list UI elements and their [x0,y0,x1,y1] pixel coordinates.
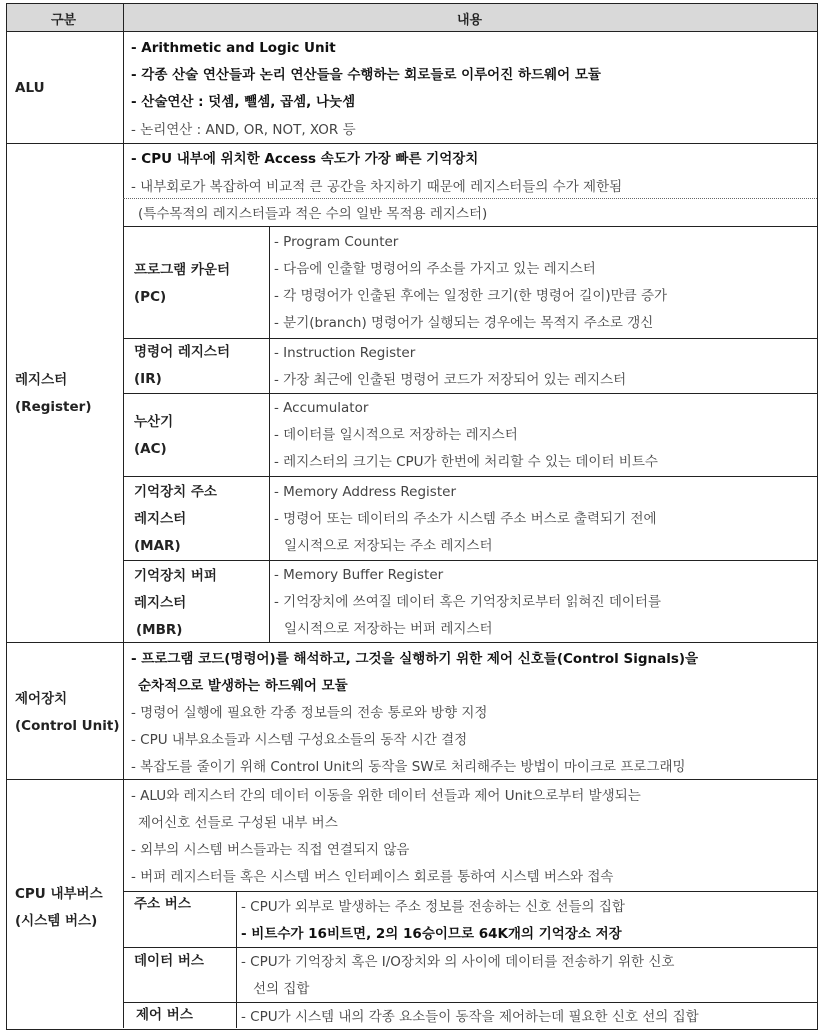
register-line: - 내부회로가 복잡하여 비교적 큰 공간을 차지하기 때문에 레지스터들의 수가 제한됨 [131,179,623,195]
category-control-unit-en: (Control Unit) [15,718,120,734]
label-ir: 명령어 레지스터 [134,344,230,360]
data-bus-line: - CPU가 기억장치 혹은 I/O장치와 의 사이에 데이터를 전송하기 위한 신호 [241,954,675,970]
ir-line: - 가장 최근에 인출된 명령어 코드가 저장되어 있는 레지스터 [274,372,627,388]
column-divider [123,4,124,1028]
alu-line: - Arithmetic and Logic Unit [131,40,336,56]
mar-line: 일시적으로 저장되는 주소 레지스터 [284,538,493,554]
sub-row-divider [123,393,817,394]
ir-line: - Instruction Register [274,345,416,361]
register-line: - CPU 내부에 위치한 Access 속도가 가장 빠른 기억장치 [131,151,479,167]
row-divider [7,143,817,144]
alu-line: - 각종 산술 연산들과 논리 연산들을 수행하는 회로들로 이루어진 하드웨어 모듈 [131,67,601,83]
sub-row-divider [123,1002,817,1003]
label-mbr: 기억장치 버퍼 [134,568,217,584]
header-col-content: 내용 [457,13,483,28]
label-mar: 기억장치 주소 [134,484,217,500]
label-ac-abbr: (AC) [134,441,167,457]
mar-line: - 명령어 또는 데이터의 주소가 시스템 주소 버스로 출력되기 전에 [274,511,657,527]
alu-line: - 산술연산 : 덧셈, 뺄셈, 곱셈, 나눗셈 [131,94,356,110]
mbr-line: - Memory Buffer Register [274,567,444,583]
sub-column-divider [236,891,237,1028]
label-mar-2: 레지스터 [134,511,187,527]
cpu-components-table [6,3,818,1030]
dotted-divider [123,198,817,199]
label-pc: 프로그램 카운터 [134,262,230,278]
address-bus-line: - 비트수가 16비트면, 2의 16승이므로 64K개의 기억장소 저장 [241,926,622,942]
category-register-en: (Register) [15,399,92,415]
sub-row-divider [123,226,817,227]
category-alu: ALU [15,80,45,96]
sub-column-divider [269,226,270,642]
mbr-line: 일시적으로 저장하는 버퍼 레지스터 [284,621,493,637]
pc-line: - 분기(branch) 명령어가 실행되는 경우에는 목적지 주소로 갱신 [274,315,654,331]
mar-line: - Memory Address Register [274,484,456,500]
data-bus-line: 선의 집합 [253,981,310,997]
label-mbr-abbr: (MBR) [136,622,183,638]
row-divider [7,779,817,780]
label-pc-abbr: (PC) [134,289,167,305]
table-header [7,4,817,32]
sub-row-divider [123,476,817,477]
ac-line: - Accumulator [274,400,369,416]
row-divider [7,642,817,643]
label-address-bus: 주소 버스 [134,896,191,912]
control-line: - 복잡도를 줄이기 위해 Control Unit의 동작을 SW로 처리해주는 방법이 마이크로 프로그래밍 [131,759,686,775]
pc-line: - Program Counter [274,234,399,250]
header-col-category: 구분 [51,13,77,28]
control-line: - CPU 내부요소들과 시스템 구성요소들의 동작 시간 결정 [131,732,468,748]
pc-line: - 각 명령어가 인출된 후에는 일정한 크기(한 명령어 길이)만큼 증가 [274,288,668,304]
register-line: (특수목적의 레지스터들과 적은 수의 일반 목적용 레지스터) [138,206,488,222]
address-bus-line: - CPU가 외부로 발생하는 주소 정보를 전송하는 신호 선들의 집합 [241,899,625,915]
bus-line: - 외부의 시스템 버스들과는 직접 연결되지 않음 [131,842,410,858]
control-line: 순차적으로 발생하는 하드웨어 모듈 [138,678,348,694]
label-control-bus: 제어 버스 [136,1007,193,1023]
label-ac: 누산기 [134,414,174,430]
bus-line: - 버퍼 레지스터들 혹은 시스템 버스 인터페이스 회로를 통하여 시스템 버스와 접속 [131,869,614,885]
mbr-line: - 기억장치에 쓰여질 데이터 혹은 기억장치로부터 읽혀진 데이터를 [274,594,662,610]
label-data-bus: 데이터 버스 [134,953,204,969]
sub-row-divider [123,891,817,892]
category-control-unit: 제어장치 [15,691,68,707]
category-cpu-bus: CPU 내부버스 [15,886,103,902]
bus-line: 제어신호 선들로 구성된 내부 버스 [138,815,338,831]
category-register: 레지스터 [15,372,68,388]
sub-row-divider [123,560,817,561]
ac-line: - 데이터를 일시적으로 저장하는 레지스터 [274,427,518,443]
label-mbr-2: 레지스터 [134,595,187,611]
bus-line: - ALU와 레지스터 간의 데이터 이동을 위한 데이터 선들과 제어 Unit으로부터 발생되는 [131,788,641,804]
label-mar-abbr: (MAR) [134,538,181,554]
label-ir-abbr: (IR) [134,371,162,387]
control-bus-line: - CPU가 시스템 내의 각종 요소들이 동작을 제어하는데 필요한 신호 선의 집합 [241,1009,699,1025]
sub-row-divider [123,947,817,948]
pc-line: - 다음에 인출할 명령어의 주소를 가지고 있는 레지스터 [274,261,596,277]
alu-line: - 논리연산 : AND, OR, NOT, XOR 등 [131,122,356,138]
category-cpu-bus-ko: (시스템 버스) [15,913,98,929]
control-line: - 명령어 실행에 필요한 각종 정보들의 전송 통로와 방향 지정 [131,705,488,721]
ac-line: - 레지스터의 크기는 CPU가 한번에 처리할 수 있는 데이터 비트수 [274,454,658,470]
control-line: - 프로그램 코드(명령어)를 해석하고, 그것을 실행하기 위한 제어 신호들(Control Signals)을 [131,651,699,667]
